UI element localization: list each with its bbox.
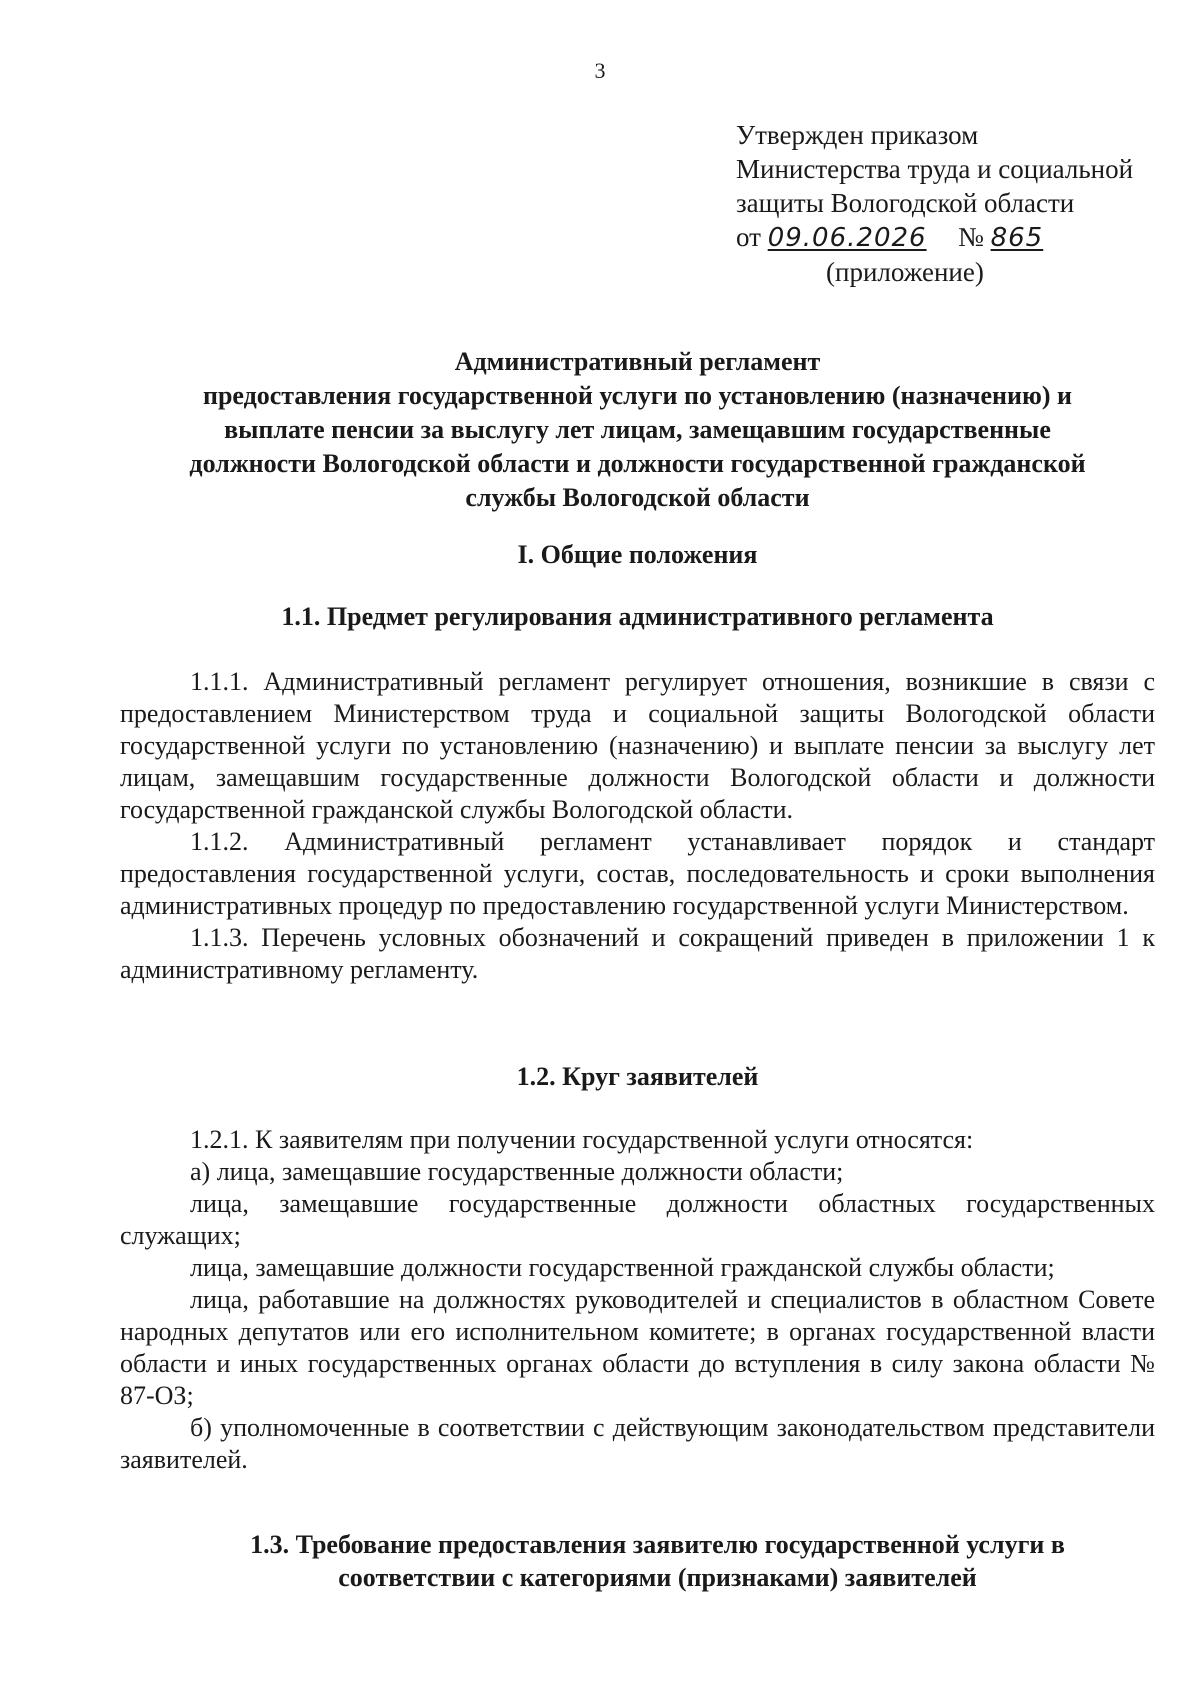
subsection-body-1-2 [120,1124,1155,1476]
approval-note: (приложение) [826,257,984,287]
approval-date-line [736,220,1176,255]
title-line-4: должности Вологодской области и должности государственной гражданской [189,449,1086,478]
handwritten-date: 09.06.2026 [767,223,927,253]
subsection-heading-1-3-line-1: 1.3. Требование предоставления заявителю государственной услуги в [250,1530,1065,1559]
paragraph-1-1-2: 1.1.2. Административный регламент устанавливает порядок и стандарт предоставления государственной услуги, состав, последовательность и сроки выполнения административных процедур по предоставлению государственной услуги Министерством. [120,827,1155,920]
subsection-heading-1-3 [120,1528,1175,1594]
subsection-heading-1-3-line-2: соответствии с категориями (признаками) заявителей [338,1563,977,1592]
document-title [120,345,1155,515]
page-number: 3 [594,58,606,83]
paragraph-1-2-a: а) лица, замещавшие государственные должности области; [190,1157,844,1186]
subsection-heading-1-2: 1.2. Круг заявителей [516,1062,759,1091]
paragraph-1-2-a-4: лица, работавшие на должностях руководителей и специалистов в областном Совете народных депутатов или его исполнительном комитете; в органах государственной власти области и иных государственных органах области до вступления в силу закона области № 87-ОЗ; [120,1285,1155,1410]
title-line-2: предоставления государственной услуги по установлению (назначению) и [202,381,1073,410]
number-prefix: № [958,222,984,252]
approval-line-2: Министерства труда и социальной [736,154,1134,184]
handwritten-number: 865 [990,223,1044,253]
subsection-heading-1-1: 1.1. Предмет регулирования административного регламента [281,602,994,631]
paragraph-1-2-a-2: лица, замещавшие государственные должности областных государственных служащих; [120,1189,1155,1250]
paragraph-1-1-3: 1.1.3. Перечень условных обозначений и сокращений приведен в приложении 1 к административному регламенту. [120,923,1155,984]
paragraph-1-2-a-3: лица, замещавшие должности государственной гражданской службы области; [190,1253,1055,1282]
section-heading: I. Общие положения [517,540,758,569]
paragraph-1-2-1: 1.2.1. К заявителям при получении государственной услуги относятся: [190,1125,974,1154]
title-line-5: службы Вологодской области [465,483,810,512]
date-prefix: от [736,222,761,252]
title-line-3: выплате пенсии за выслугу лет лицам, замещавшим государственные [224,415,1051,444]
approval-line-1: Утвержден приказом [736,120,979,150]
paragraph-1-2-b: б) уполномоченные в соответствии с действующим законодательством представители заявителей. [120,1413,1155,1474]
approval-line-3: защиты Вологодской области [736,188,1075,218]
title-line-1: Административный регламент [454,347,821,376]
paragraph-1-1-1: 1.1.1. Административный регламент регулирует отношения, возникшие в связи с предоставлением Министерством труда и социальной защиты Вологодской области государственной услуги по установлению (назначению) и выплате пенсии за выслугу лет лицам, замещавшим государственные должности Вологодской области и должности государственной гражданской службы Вологодской области. [120,667,1155,824]
subsection-body-1-1 [120,666,1155,986]
approval-stamp [736,118,1176,289]
